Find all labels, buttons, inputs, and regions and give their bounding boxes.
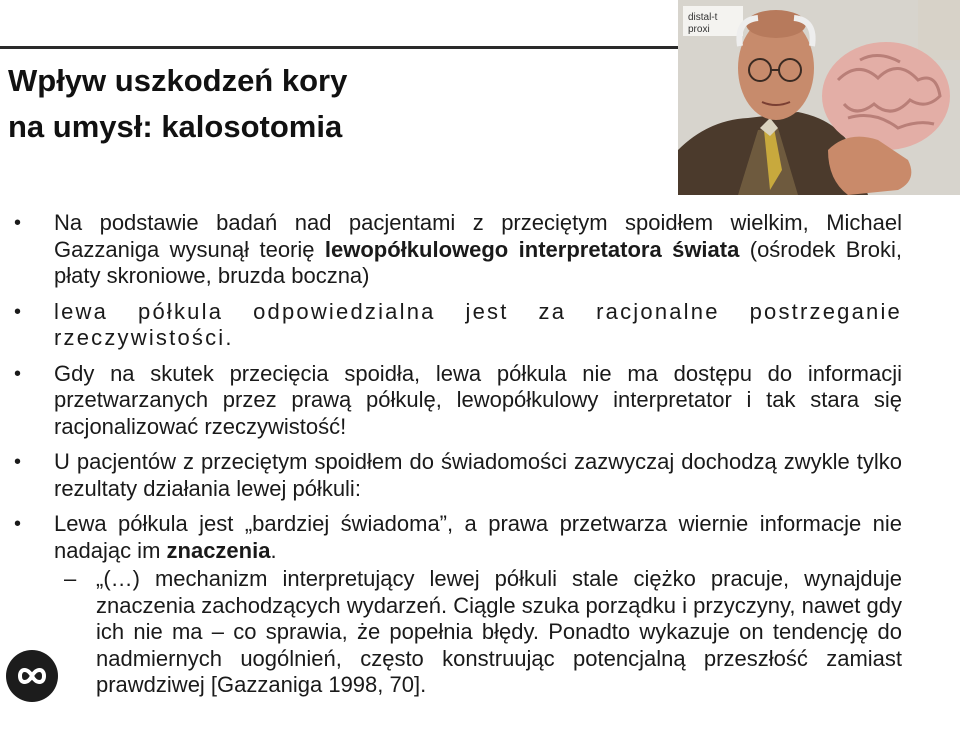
- photo-label-top: distal-t: [688, 12, 718, 23]
- bullet-dot: •: [14, 300, 24, 323]
- bullet-dot: •: [14, 362, 22, 385]
- bullet-3-text: Gdy na skutek przecięcia spoidła, lewa półkula nie ma dostępu do informacji przetwarzanych przez prawą półkulę, lewopółkulowy interpretator i tak stara się racjonalizować rzeczywistość!: [54, 360, 902, 439]
- bullet-list: [14, 210, 902, 708]
- bullet-1-bold: lewopółkulowego interpretatora świata: [324, 236, 740, 262]
- bullet-gazzaniga-theory: [14, 210, 902, 290]
- bullet-dot: •: [14, 212, 22, 234]
- bullet-more-conscious: [14, 511, 902, 699]
- bullet-4-text: U pacjentów z przeciętym spoidłem do świadomości zazwyczaj dochodzą zwykle tylko rezultaty działania lewej półkuli:: [54, 449, 902, 501]
- bullet-dot: •: [14, 451, 22, 473]
- sub-bullet-dash: –: [64, 566, 77, 591]
- bullet-patients: [14, 449, 902, 502]
- bullet-2-text: lewa półkula odpowiedzialna jest za racjonalne postrzeganie rzeczywistości.: [54, 298, 902, 350]
- bullet-5-bold: znaczenia: [166, 537, 271, 563]
- infinity-logo-icon: [6, 650, 58, 702]
- photo-label-bottom: proxi: [688, 24, 710, 35]
- quote-text: „(…) mechanizm interpretujący lewej półkuli stale ciężko pracuje, wynajduje znaczenia zachodzących wydarzeń. Ciągle szuka porządku i przyczyny, nawet gdy ich nie ma – co sprawia, że popełnia błędy. Ponadto wykazuje on tendencję do nadmiernych uogólnień, często konstruując potencjalną przeszłość zamiast prawdziwej [Gazzaniga 1998, 70].: [96, 566, 902, 697]
- bullet-1-tail: (ośrodek Broki, płaty skroniowe, bruzda boczna): [54, 236, 902, 288]
- bullet-5-tail: .: [270, 537, 277, 563]
- bullet-interpreter: [14, 361, 902, 441]
- slide-title: [8, 58, 347, 150]
- title-line-1: Wpływ uszkodzeń kory: [8, 63, 348, 98]
- top-rule: [0, 46, 690, 49]
- bullet-5-text: Lewa półkula jest „bardziej świadoma”, a prawa przetwarza wiernie informacje nie nadając im: [54, 511, 902, 563]
- title-line-2: na umysł: kalosotomia: [8, 109, 343, 144]
- bullet-1-text: Na podstawie badań nad pacjentami z przeciętym spoidłem wielkim, Michael Gazzaniga wysunął teorię: [54, 210, 902, 262]
- bullet-left-hemisphere: [14, 299, 902, 352]
- bullet-dot: •: [14, 513, 22, 535]
- sub-bullet-quote: [14, 566, 902, 699]
- gazzaniga-photo: [678, 0, 960, 195]
